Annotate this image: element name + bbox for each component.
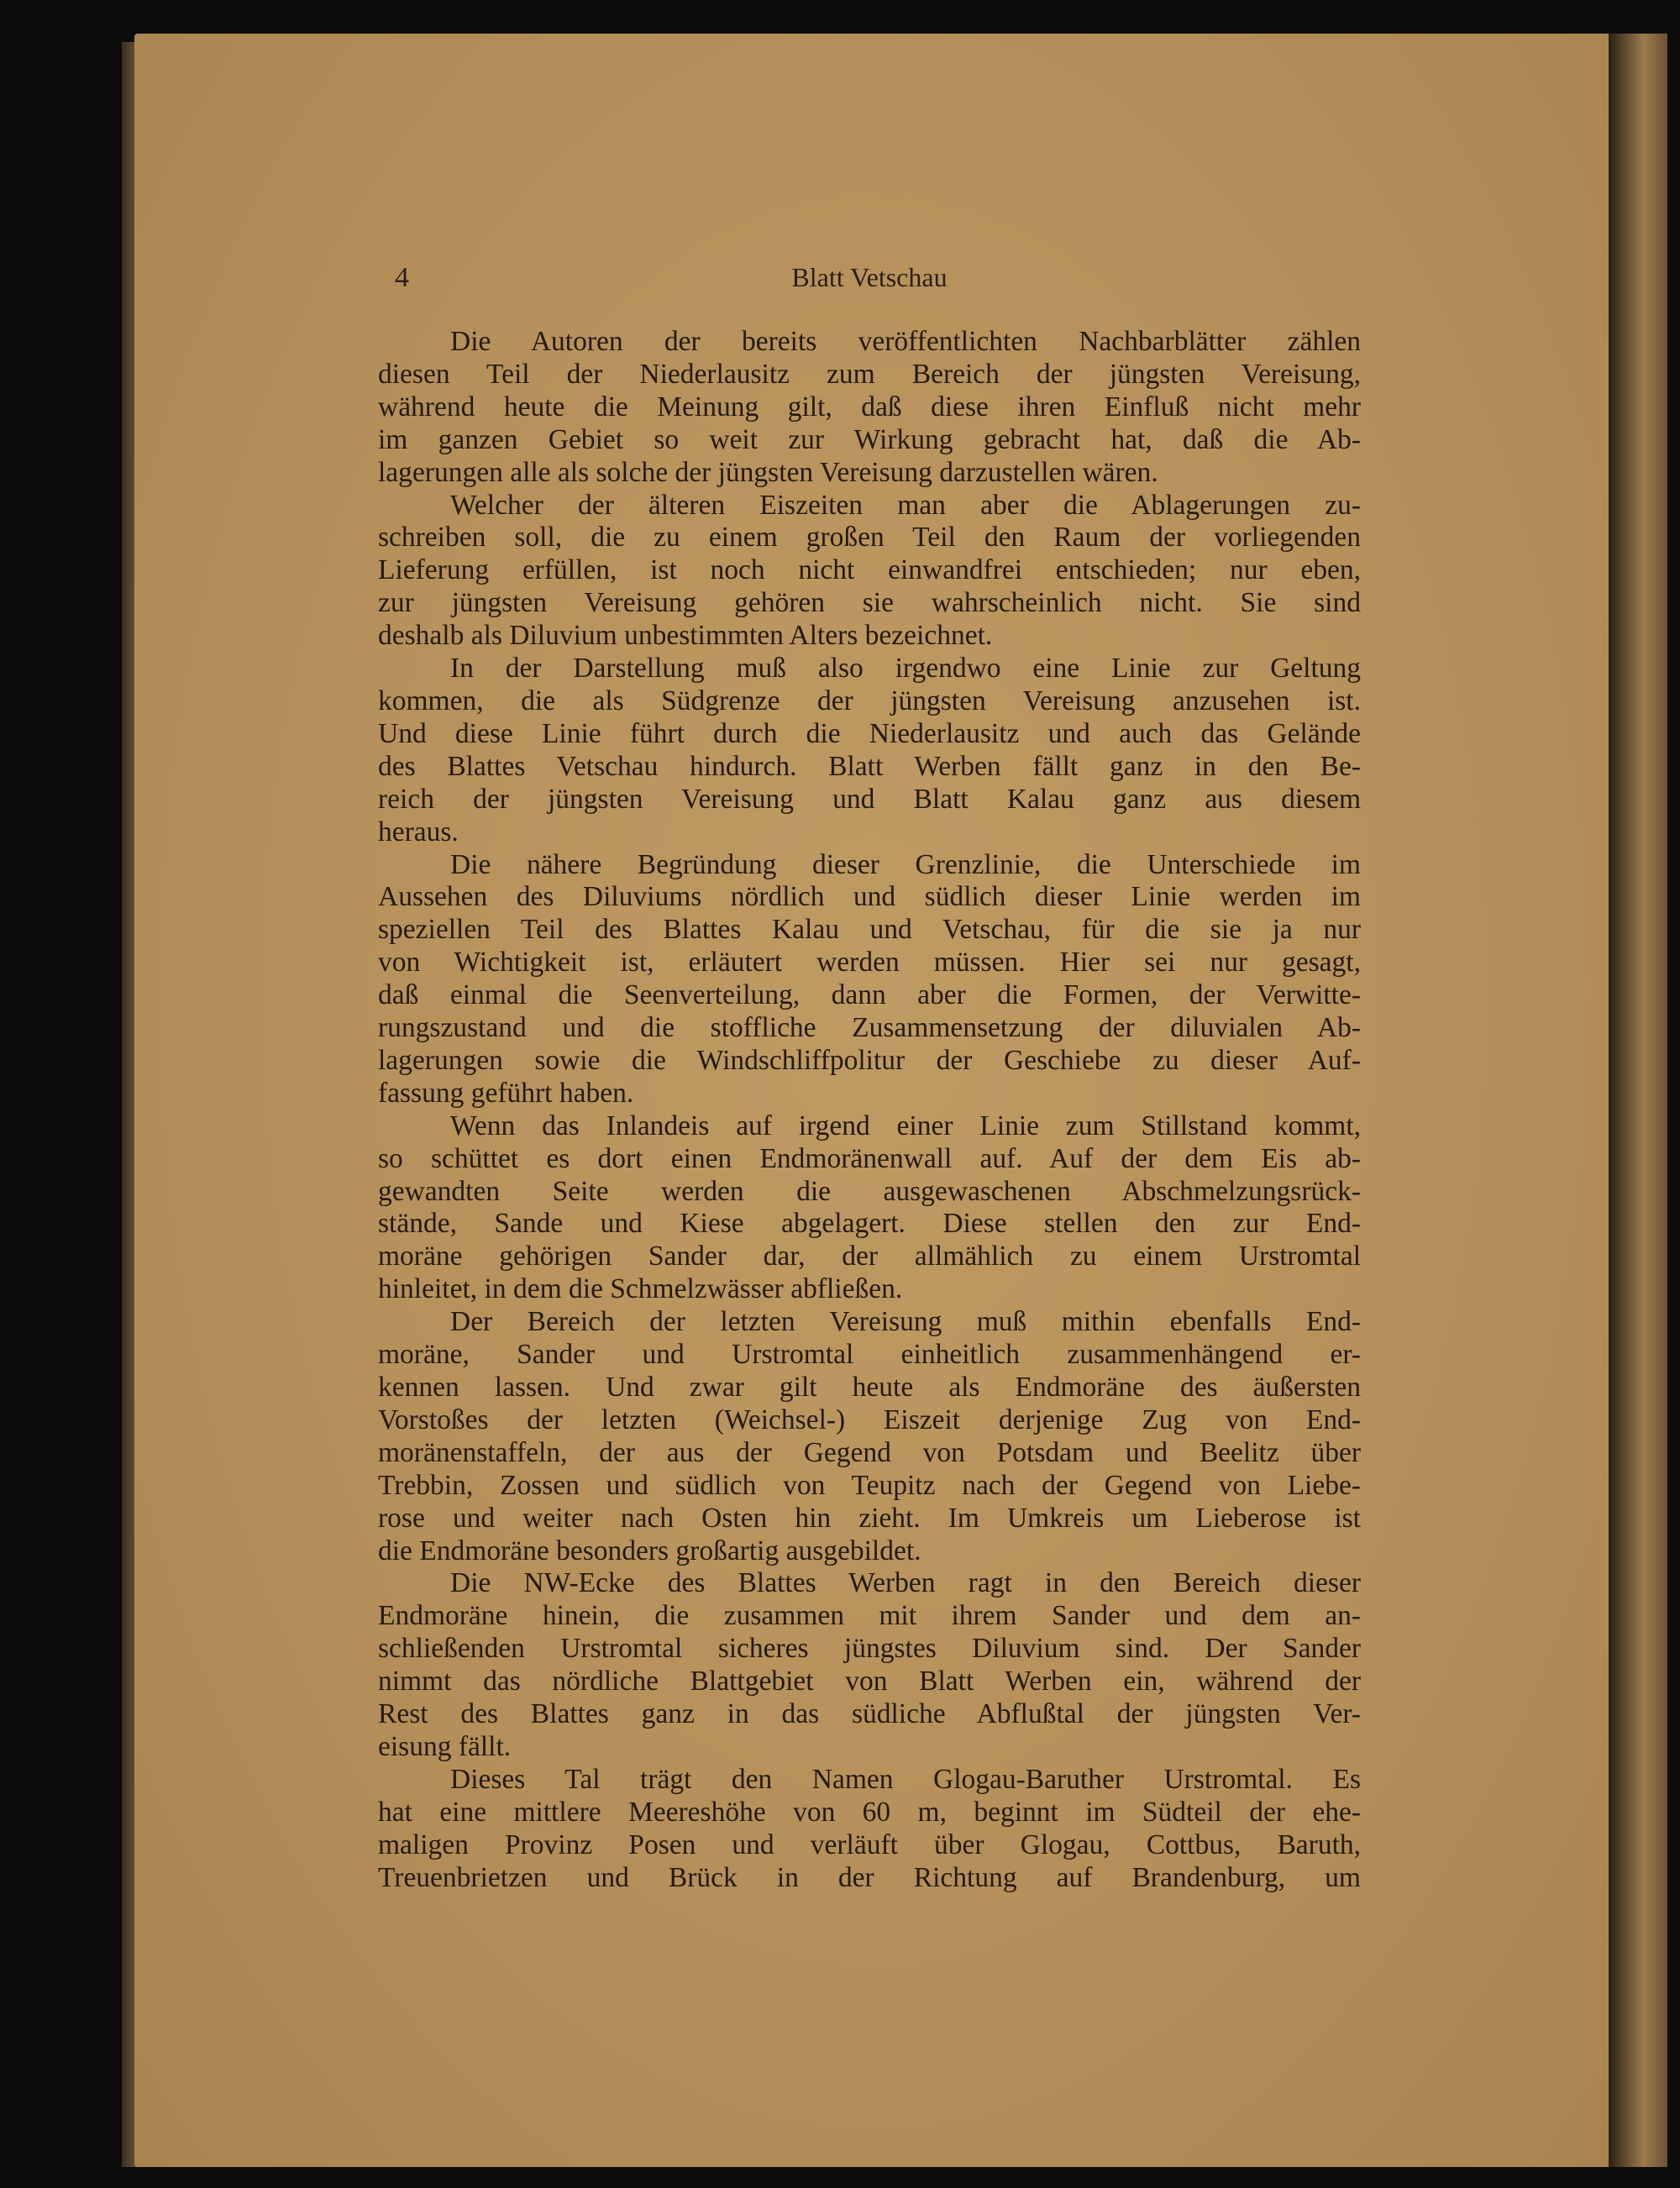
text-line: Rest des Blattes ganz in das südliche Abflußtal der jüngsten Ver- [378, 1698, 1361, 1730]
paragraph [378, 1110, 1361, 1306]
text-line: Die NW-Ecke des Blattes Werben ragt in den Bereich dieser [450, 1567, 1361, 1599]
text-line: rungszustand und die stoffliche Zusammensetzung der diluvialen Ab- [378, 1012, 1361, 1044]
body-text [378, 326, 1361, 1895]
text-line: nimmt das nördliche Blattgebiet von Blatt Werben ein, während der [378, 1666, 1361, 1697]
text-line: Dieses Tal trägt den Namen Glogau-Baruther Urstromtal. Es [450, 1763, 1361, 1795]
paragraph [378, 653, 1361, 848]
text-line: hat eine mittlere Meereshöhe von 60 m, beginnt im Südteil der ehe- [378, 1796, 1361, 1828]
text-line: daß einmal die Seenverteilung, dann aber die Formen, der Verwitte- [378, 979, 1361, 1011]
text-line: Wenn das Inlandeis auf irgend einer Linie zum Stillstand kommt, [450, 1110, 1361, 1141]
text-line: hinleitet, in dem die Schmelzwässer abfließen. [378, 1273, 903, 1305]
text-line: speziellen Teil des Blattes Kalau und Vetschau, für die sie ja nur [378, 914, 1361, 946]
text-line: Treuenbrietzen und Brück in der Richtung auf Brandenburg, um [378, 1861, 1361, 1893]
running-title: Blatt Vetschau [791, 262, 948, 292]
text-line: moräne, Sander und Urstromtal einheitlich zusammenhängend er- [378, 1339, 1361, 1371]
paragraph [378, 1306, 1361, 1567]
text-line: im ganzen Gebiet so weit zur Wirkung gebracht hat, daß die Ab- [378, 423, 1361, 455]
text-line: kommen, die als Südgrenze der jüngsten Vereisung anzusehen ist. [378, 685, 1361, 716]
paragraph [378, 1764, 1361, 1895]
text-line: Trebbin, Zossen und südlich von Teupitz nach der Gegend von Liebe- [378, 1469, 1361, 1501]
text-line: rose und weiter nach Osten hin zieht. Im Umkreis um Lieberose ist [378, 1502, 1361, 1534]
paragraph [378, 1567, 1361, 1763]
text-line: lagerungen sowie die Windschliffpolitur der Geschiebe zu dieser Auf- [378, 1044, 1361, 1076]
text-line: diesen Teil der Niederlausitz zum Bereich der jüngsten Vereisung, [378, 358, 1361, 390]
text-line: lagerungen alle als solche der jüngsten Vereisung darzustellen wären. [378, 456, 1158, 488]
text-line: moräne gehörigen Sander dar, der allmählich zu einem Urstromtal [378, 1241, 1361, 1272]
text-line: Die nähere Begründung dieser Grenzlinie, die Unterschiede im [450, 848, 1361, 880]
text-line: Die Autoren der bereits veröffentlichten Nachbarblätter zählen [450, 326, 1361, 357]
text-line: schließenden Urstromtal sicheres jüngstes Diluvium sind. Der Sander [378, 1633, 1361, 1665]
text-line: schreiben soll, die zu einem großen Teil den Raum der vorliegenden [378, 522, 1361, 554]
text-line: maligen Provinz Posen und verläuft über Glogau, Cottbus, Baruth, [378, 1829, 1361, 1860]
text-line: die Endmoräne besonders großartig ausgebildet. [378, 1535, 921, 1566]
text-line: fassung geführt haben. [378, 1077, 634, 1109]
next-page-edge [1609, 34, 1667, 2167]
text-line: zur jüngsten Vereisung gehören sie wahrscheinlich nicht. Sie sind [378, 587, 1361, 619]
page-number: 4 [395, 262, 409, 293]
text-line: eisung fällt. [378, 1730, 512, 1762]
text-line: reich der jüngsten Vereisung und Blatt Kalau ganz aus diesem [378, 783, 1361, 815]
text-line: stände, Sande und Kiese abgelagert. Diese stellen den zur End- [378, 1208, 1361, 1240]
paragraph [378, 326, 1361, 490]
text-line: deshalb als Diluvium unbestimmten Alters bezeichnet. [378, 620, 993, 652]
text-line: während heute die Meinung gilt, daß diese ihren Einfluß nicht mehr [378, 391, 1361, 422]
paragraph [378, 849, 1361, 1110]
text-line: gewandten Seite werden die ausgewaschenen Abschmelzungsrück- [378, 1175, 1361, 1207]
text-line: so schüttet es dort einen Endmoränenwall auf. Auf der dem Eis ab- [378, 1142, 1361, 1174]
running-header [378, 262, 1361, 299]
text-line: Vorstoßes der letzten (Weichsel-) Eiszeit derjenige Zug von End- [378, 1404, 1361, 1435]
text-line: des Blattes Vetschau hindurch. Blatt Werben fällt ganz in den Be- [378, 750, 1361, 782]
paragraph [378, 490, 1361, 653]
text-line: Welcher der älteren Eiszeiten man aber die Ablagerungen zu- [450, 489, 1361, 521]
text-line: kennen lassen. Und zwar gilt heute als Endmoräne des äußersten [378, 1372, 1361, 1403]
text-line: Und diese Linie führt durch die Niederlausitz und auch das Gelände [378, 717, 1361, 749]
text-line: heraus. [378, 816, 459, 847]
text-line: In der Darstellung muß also irgendwo eine Linie zur Geltung [450, 653, 1361, 685]
text-line: Endmoräne hinein, die zusammen mit ihrem Sander und dem an- [378, 1600, 1361, 1632]
text-line: Der Bereich der letzten Vereisung muß mithin ebenfalls End- [450, 1306, 1361, 1338]
text-line: von Wichtigkeit ist, erläutert werden müssen. Hier sei nur gesagt, [378, 947, 1361, 979]
text-line: Lieferung erfüllen, ist noch nicht einwandfrei entschieden; nur eben, [378, 554, 1361, 586]
text-line: moränenstaffeln, der aus der Gegend von Potsdam und Beelitz über [378, 1436, 1361, 1468]
text-line: Aussehen des Diluviums nördlich und südlich dieser Linie werden im [378, 881, 1361, 913]
